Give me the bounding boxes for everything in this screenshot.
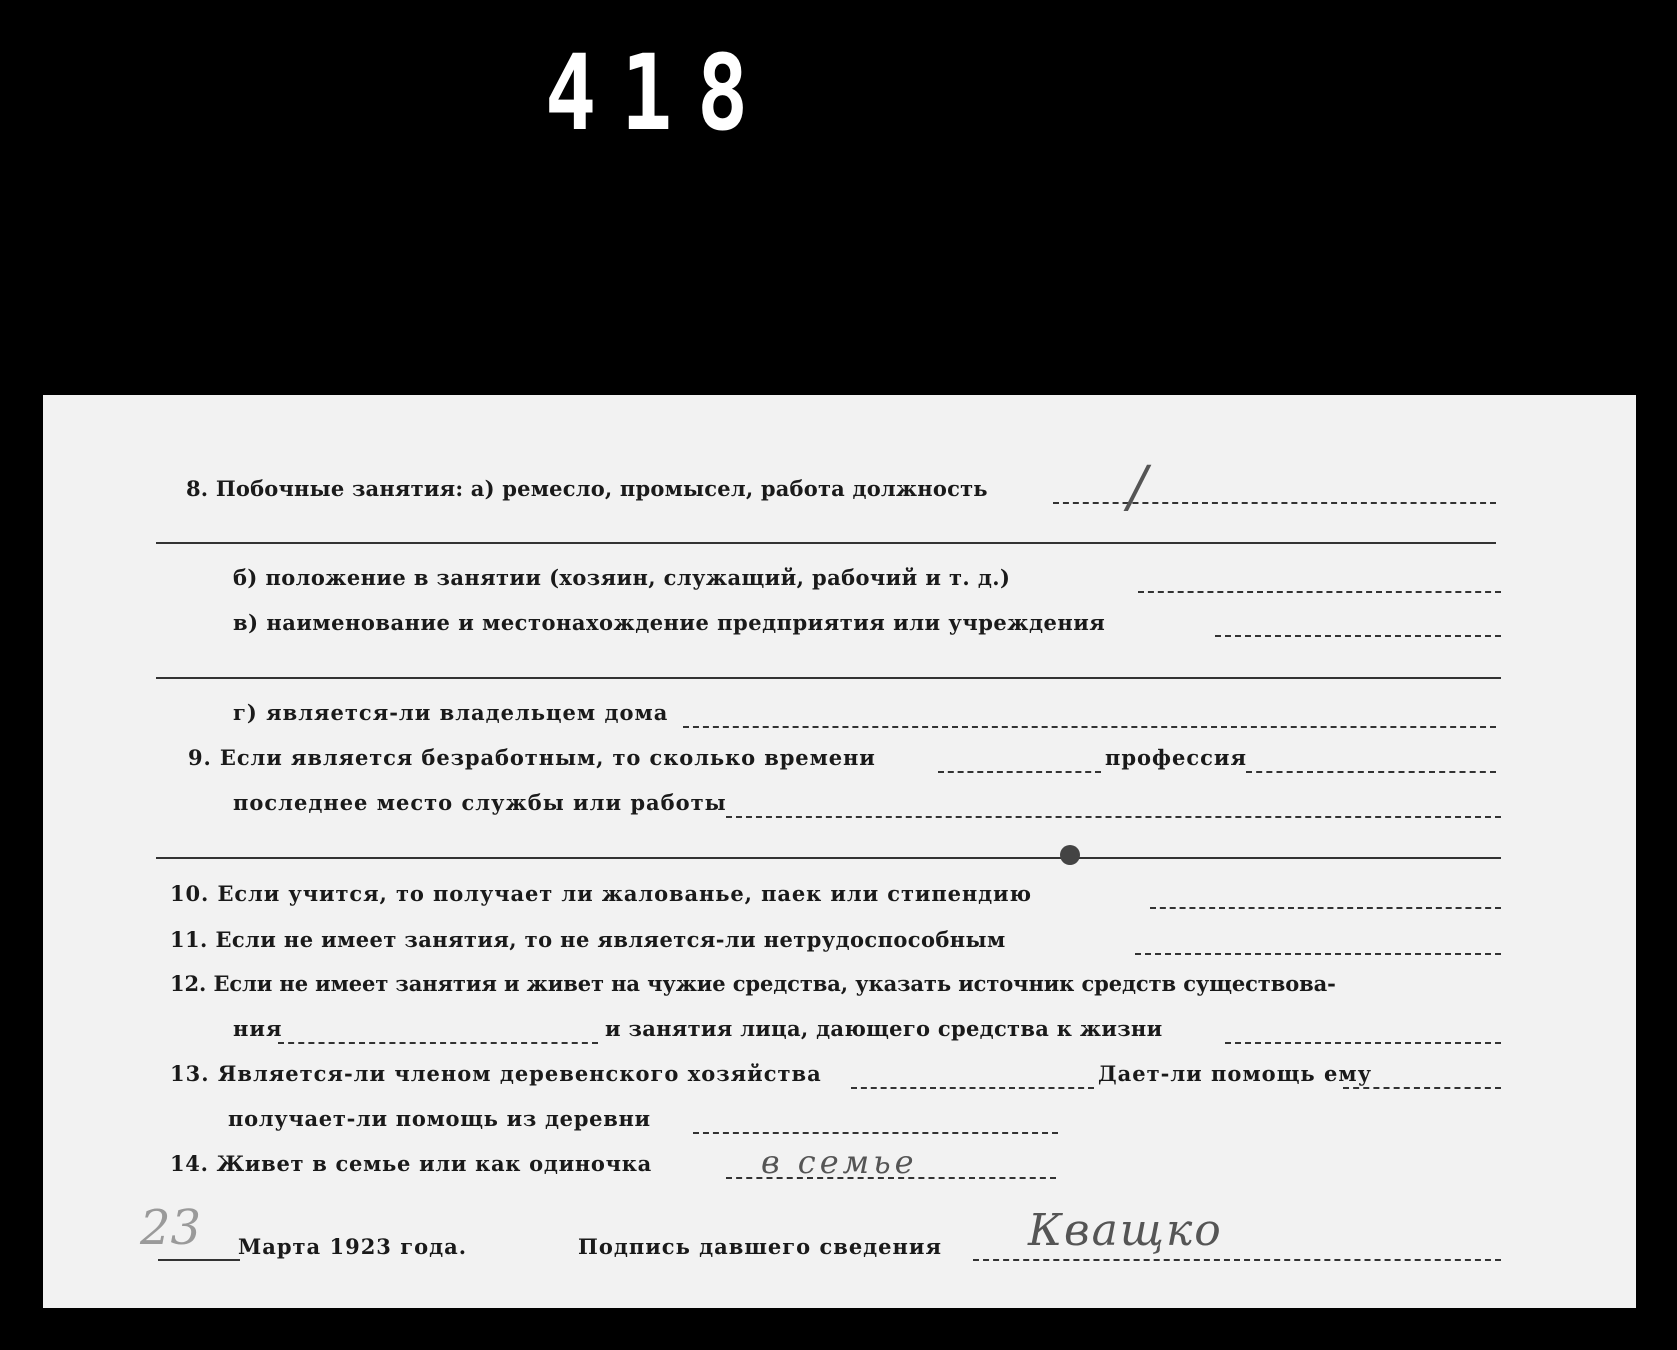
date-text: Марта 1923 года. <box>238 1234 468 1259</box>
item11-rule <box>1135 953 1501 955</box>
item13-member-rule <box>851 1087 1094 1089</box>
item8-continuation-rule <box>156 542 1496 544</box>
item13-a-label: 13. Является-ли членом деревенского хозяйства <box>170 1061 822 1086</box>
item14-label: 14. Живет в семье или как одиночка <box>170 1151 652 1176</box>
item12-a-label: 12. Если не имеет занятия и живет на чужие средства, указать источник средств существова- <box>170 971 1336 996</box>
item9-a-label: 9. Если является безработным, то сколько времени <box>188 745 876 770</box>
ink-blot <box>1060 845 1080 865</box>
item8-c-label: в) наименование и местонахождение предприятия или учреждения <box>233 610 1106 635</box>
item8-d-label: г) является-ли владельцем дома <box>233 700 669 725</box>
item13-b-label: получает-ли помощь из деревни <box>228 1106 651 1131</box>
item8-c-rule <box>1215 635 1501 637</box>
item12-source-rule <box>278 1042 598 1044</box>
date-day: 23 <box>140 1200 202 1256</box>
item13-help-label: Дает-ли помощь ему <box>1098 1061 1373 1086</box>
item12-b-mid-label: и занятия лица, дающего средства к жизни <box>605 1016 1163 1041</box>
item11-label: 11. Если не имеет занятия, то не является-ли нетрудоспособным <box>170 927 1006 952</box>
census-form-card <box>43 395 1636 1308</box>
signature-rule <box>973 1259 1501 1261</box>
item10-rule <box>1150 907 1501 909</box>
item9-profession-label: профессия <box>1105 745 1248 770</box>
item9-time-rule <box>938 771 1101 773</box>
item9-b-label: последнее место службы или работы <box>233 790 727 815</box>
item13-b-rule <box>693 1132 1058 1134</box>
item13-help-rule <box>1343 1087 1501 1089</box>
item9-continuation-rule <box>156 857 1501 859</box>
item8-b-rule <box>1138 591 1501 593</box>
item9-b-rule <box>726 816 1501 818</box>
item8-a-answer: / <box>1128 455 1147 520</box>
item12-b-start-label: ния <box>233 1016 283 1041</box>
item12-b-rule <box>1225 1042 1501 1044</box>
signature: Кващко <box>1028 1205 1223 1256</box>
item8-a-rule <box>1053 502 1496 504</box>
item10-label: 10. Если учится, то получает ли жалованье, паек или стипендию <box>170 881 1032 906</box>
item8-a-label: 8. Побочные занятия: а) ремесло, промысел, работа должность <box>186 476 988 501</box>
item14-answer: в семье <box>761 1143 918 1181</box>
signature-label: Подпись давшего сведения <box>578 1234 942 1259</box>
item8-c-continuation-rule <box>156 677 1501 679</box>
folio-number: 418 <box>545 32 773 154</box>
item9-profession-rule <box>1246 771 1496 773</box>
date-day-rule <box>158 1259 240 1261</box>
item8-b-label: б) положение в занятии (хозяин, служащий, рабочий и т. д.) <box>233 565 1011 590</box>
item8-d-rule <box>683 726 1496 728</box>
